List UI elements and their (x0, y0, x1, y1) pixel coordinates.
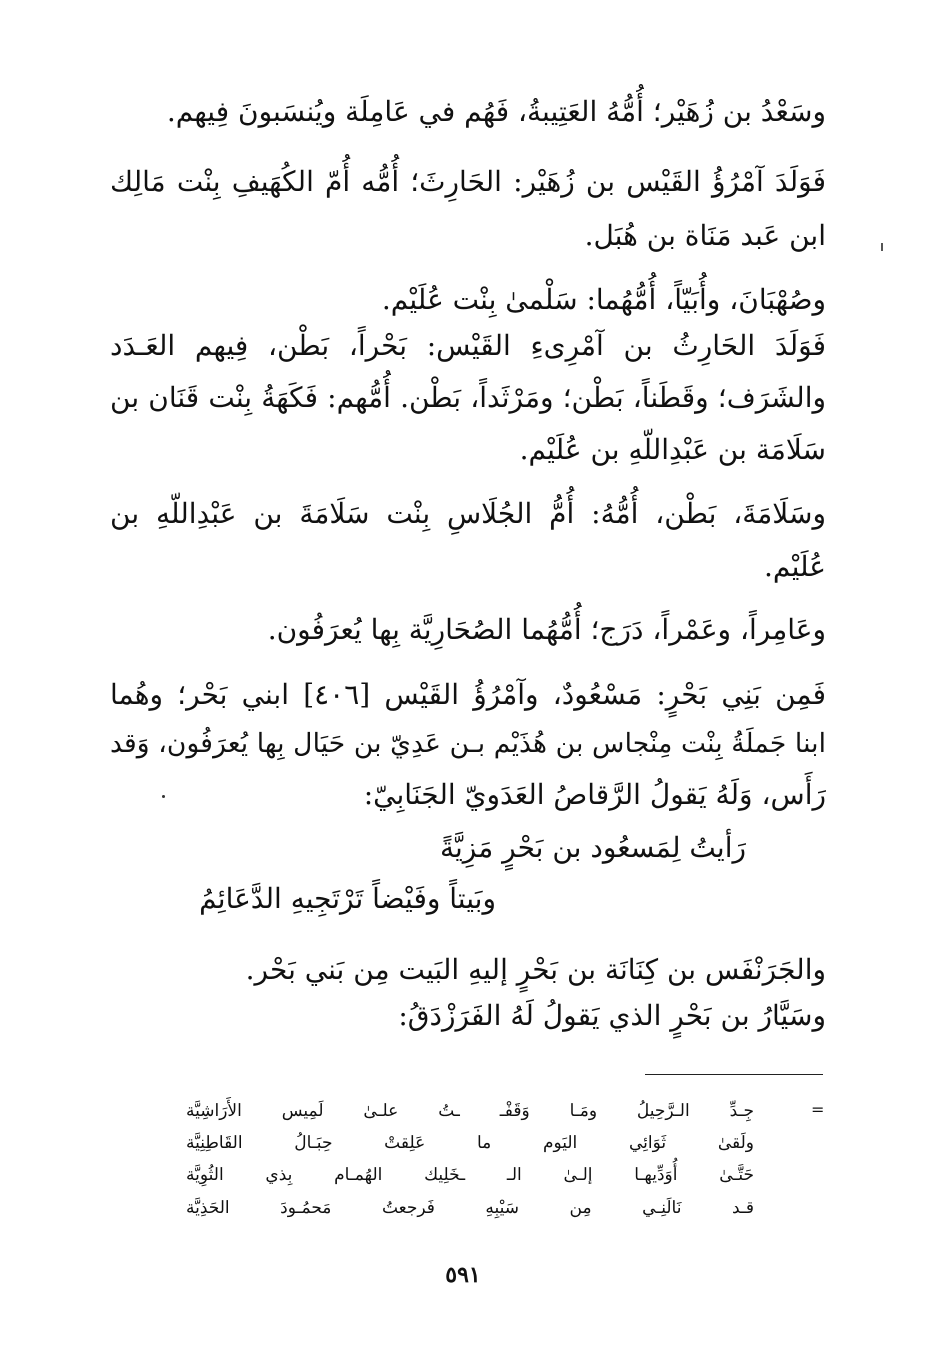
footnote-word: حَتَّـىٰ (719, 1165, 754, 1185)
footnote-marker: = (811, 1100, 825, 1119)
text-line-12: ابنا جَملَةُ بِنْت مِنْجاس بن هُذَيْم بـن عَدِيّ بن حَيَال بِها يُعرَفُون، وَقد (110, 728, 826, 759)
footnote-word: وَقَفْـ (499, 1101, 530, 1121)
footnote-word: الثُوِيَّة (186, 1165, 224, 1185)
footnote-word: حِبَـالُ (294, 1133, 333, 1153)
text-line-11: فَمِن بَنِي بَحْرٍ: مَسْعُودٌ، وآمْرُؤُ القَيْس [٤٠٦] ابني بَحْر؛ وهُما (110, 678, 826, 711)
text-line-17: وسَيَّارُ بن بَحْرٍ الذي يَقولُ لَهُ الفَرَزْدَقُ: (398, 999, 826, 1032)
text-line-4: وصُهْبَانَ، وأُبَيّاً، أُمُّهُما: سَلْمىٰ بِنْت عُلَيْم. (381, 283, 826, 316)
footnote-word: ما (476, 1133, 492, 1153)
footnote-word: لَمِيس (281, 1101, 324, 1121)
text-line-16: والجَرَنْفَس بن كِنَانَة بن بَحْرٍ إليهِ البَيت مِن بَني بَحْر. (245, 953, 826, 986)
footnote-word: الحَذِيَّة (186, 1198, 230, 1218)
text-line-5: فَوَلَدَ الحَارِثُ بن آمْرِىءِ القَيْس: بَحْراً، بَطْن، فِيهم العَـدَد (110, 329, 826, 362)
footnote-word: جِـدِّ (729, 1101, 754, 1121)
text-line-1: وسَعْدُ بن زُهَيْر؛ أُمُّهُ العَتِيبةُ، فَهُم في عَامِلَة ويُنسَبونَ فِيهم. (166, 95, 826, 128)
footnote-word: ثَوَائِي (628, 1133, 667, 1153)
footnote-line-4 (186, 1193, 754, 1223)
text-line-7: سَلَامَة بن عَبْدِاللّهِ بن عُلَيْم. (519, 433, 826, 466)
footnote-word: القَاطِنِيَّة (186, 1133, 243, 1153)
scan-speck (881, 243, 883, 251)
footnote-word: ـخَلِيك (424, 1165, 466, 1185)
footnote-word: مِن (569, 1198, 592, 1218)
text-line-3: ابن عَبد مَنَاة بن هُبَل. (584, 219, 826, 252)
verse-line-2: وبَيتاً وفَيْضاً تَرْتَجِيهِ الدَّعَائِمُ (199, 882, 496, 915)
footnote-word: اليَوم (542, 1133, 578, 1153)
footnote-word: عَلِقتْ (384, 1133, 426, 1153)
footnote-word: الهُمـام (334, 1165, 383, 1185)
footnote-word: علـىٰ (363, 1101, 399, 1121)
text-line-13: رَأَس، وَلَهُ يَقولُ الرَّقاصُ العَدَويّ الجَنَابِيّ: (363, 778, 826, 811)
verse-line-1: رَأيتُ لِمَسعُود بن بَحْرٍ مَزِيَّةً (439, 831, 746, 864)
footnote-line-2 (186, 1128, 754, 1158)
footnote-word: نَالَنِـي (642, 1198, 682, 1218)
footnote-word: الـ (506, 1165, 522, 1185)
scan-speck (162, 795, 165, 798)
footnote-word: بِذي (265, 1165, 293, 1185)
footnote-word: سَيْبِهِ (485, 1198, 519, 1218)
footnote-line-3 (186, 1160, 754, 1190)
footnote-line-1 (186, 1096, 754, 1126)
footnote-word: مَحمُـودَ (280, 1198, 332, 1218)
footnote-word: الـرَّحِيلُ (636, 1101, 690, 1121)
text-line-2: فَوَلَدَ آمْرُؤُ القَيْس بن زُهَيْر: الحَارِثَ؛ أُمُّه أُمّ الكُهَيفِ بِنْت مَالِك (110, 165, 826, 198)
footnote-word: ولَقىٰ (717, 1133, 754, 1153)
footnote-word: فَرجعتُ (381, 1198, 435, 1218)
page-number: ٥٩١ (445, 1262, 481, 1288)
footnote-word: أُوَدِّيهـا (634, 1165, 678, 1185)
footnote-separator (645, 1074, 823, 1075)
footnote-word: إلـىٰ (563, 1165, 593, 1185)
footnote-word: ـتُ (438, 1101, 460, 1121)
text-line-6: والشَرَف؛ وقَطَناً، بَطْن؛ ومَرْثَداً، بَطْن. أُمُّهم: فَكَهَةُ بِنْت قَنَان بن (110, 381, 826, 414)
footnote-word: قـد (731, 1198, 754, 1218)
footnote-word: الأَرَاشِيَّة (186, 1101, 242, 1121)
text-line-10: وعَامِراً، وعَمْراً، دَرَج؛ أُمُّهُما الصُحَارِيَّة بِها يُعرَفُون. (267, 613, 826, 646)
text-line-9: عُلَيْم. (764, 550, 826, 583)
text-line-8: وسَلَامَةَ، بَطْن، أُمُّهُ: أُمُّ الجُلَاسِ بِنْت سَلَامَةَ بن عَبْدِاللّهِ بن (110, 497, 826, 530)
footnote-word: ومَـا (569, 1101, 598, 1121)
